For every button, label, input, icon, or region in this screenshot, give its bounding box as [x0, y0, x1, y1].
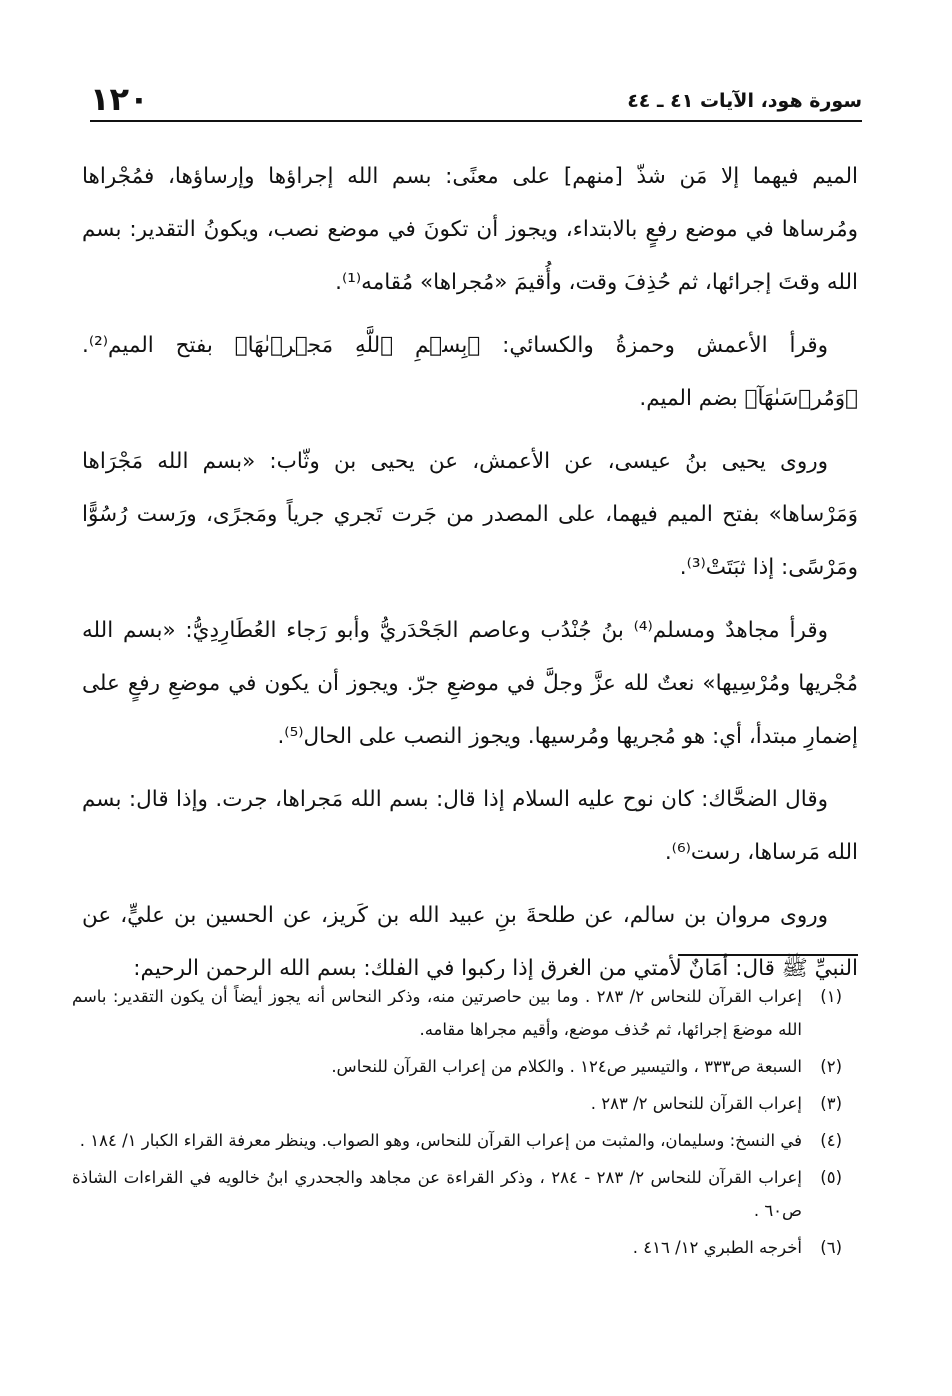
footnote-2 — [72, 1050, 842, 1083]
footnote-text: إعراب القرآن للنحاس ٢/ ٢٨٣ - ٢٨٤ ، وذكر القراءة عن مجاهد والجحدري ابنُ خالويه في القراءات الشاذة ص٦٠ . — [72, 1168, 802, 1220]
footnote-6 — [72, 1231, 842, 1264]
footnote-number: (١) — [820, 987, 842, 1006]
paragraph-6: وروى مروان بن سالم، عن طلحةَ بنِ عبيد الله بن كَريز، عن الحسين بن عليٍّ، عن النبيِّ ﷺ قال: أمَانٌ لأمتي من الغرق إذا ركبوا في الفلك: بسم الله الرحمن الرحيم: — [82, 903, 858, 981]
footnote-number: (٤) — [820, 1131, 842, 1150]
footnote-text: السبعة ص٣٣٣ ، والتيسير ص١٢٤ . والكلام من إعراب القرآن للنحاس. — [331, 1057, 802, 1076]
footnote-separator — [678, 954, 858, 956]
paragraph-1: الميم فيهما إلا مَن شذّ [منهم] على معنًى: بسم الله إجراؤها وإرساؤها، فمُجْراها ومُرساها في موضع رفعٍ بالابتداء، ويجوز أن تكونَ في موضع نصب، ويكونُ التقدير: بسم الله وقتَ إجرائها، ثم حُذِفَ وقت، وأُقيمَ «مُجراها» مُقامه⁽¹⁾. — [82, 164, 858, 295]
footnote-text: إعراب القرآن للنحاس ٢/ ٢٨٣ . وما بين حاصرتين منه، وذكر النحاس أنه يجوز أيضاً أن يكون التقدير: باسم الله موضعَ إجرائها، ثم حُذف موضع، وأقيم مجراها مقامه. — [72, 987, 802, 1039]
footnote-number: (٥) — [820, 1168, 842, 1187]
footnote-1 — [72, 980, 842, 1046]
paragraph-5: وقال الضحَّاك: كان نوح عليه السلام إذا قال: بسم الله مَجراها، جرت. وإذا قال: بسم الله مَرساها، رست⁽⁶⁾. — [82, 787, 858, 865]
paragraph-4: وقرأ مجاهدٌ ومسلم⁽⁴⁾ بنُ جُنْدُب وعاصم الجَحْدَريُّ وأبو رَجاء العُطَارِدِيُّ: «بسم الله مُجْريها ومُرْسِيها» نعتٌ لله عزَّ وجلَّ في موضعِ جرّ. ويجوز أن يكون في موضعِ رفعٍ على إضمارِ مبتدأ، أي: هو مُجريها ومُرسيها. ويجوز النصب على الحال⁽⁵⁾. — [82, 618, 858, 749]
paragraph-3: وروى يحيى بنُ عيسى، عن الأعمش، عن يحيى بن وثّاب: «بسم الله مَجْرَاها وَمَرْساها» بفتح الميم فيهما، على المصدر من جَرت تَجري جرياً ومَجرًى، ورَست رُسُوًّا ومَرْسًى: إذا ثبَتَتْ⁽³⁾. — [82, 449, 858, 580]
page-number: ١٢٠ — [90, 80, 149, 118]
footnote-text: إعراب القرآن للنحاس ٢/ ٢٨٣ . — [590, 1094, 802, 1113]
main-text — [82, 150, 858, 995]
footnote-3 — [72, 1087, 842, 1120]
footnote-text: أخرجه الطبري ١٢/ ٤١٦ . — [632, 1238, 802, 1257]
footnote-number: (٦) — [820, 1238, 842, 1257]
paragraph-2: وقرأ الأعمش وحمزةُ والكسائي: ﴿بِسۡمِ ٱللَّهِ مَجۡرٜىٰهَا﴾ بفتح الميم⁽²⁾. ﴿وَمُرۡسَىٰهَآ﴾ بضم الميم. — [82, 333, 858, 411]
footnote-5 — [72, 1161, 842, 1227]
footnote-4 — [72, 1124, 842, 1157]
footnote-number: (٢) — [820, 1057, 842, 1076]
footnote-text: في النسخ: وسليمان، والمثبت من إعراب القرآن للنحاس، وهو الصواب. وينظر معرفة القراء الكبار ١/ ١٨٤ . — [79, 1131, 802, 1150]
footnotes — [72, 980, 842, 1268]
running-title: سورة هود، الآيات ٤١ ـ ٤٤ — [627, 90, 862, 112]
page-header — [90, 70, 862, 122]
footnote-number: (٣) — [820, 1094, 842, 1113]
